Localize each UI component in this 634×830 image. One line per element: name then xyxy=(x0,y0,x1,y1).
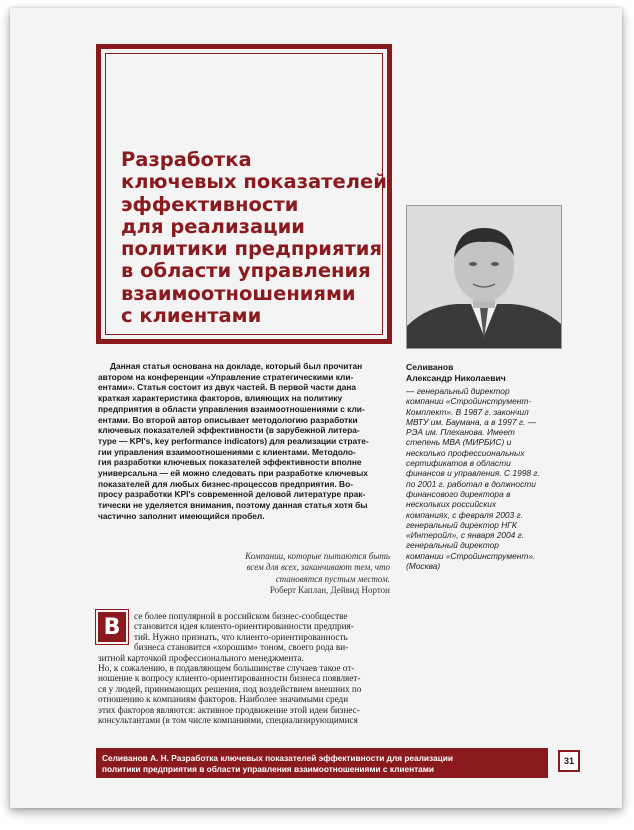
bio-line: — генеральный директор xyxy=(406,386,510,396)
bio-line: сертификатов в области xyxy=(406,458,511,469)
lead-line: гии управления взаимоотношениями с клиентами. Методоло- xyxy=(98,446,356,457)
page-number: 31 xyxy=(558,750,580,772)
title-line: в области управления xyxy=(121,259,371,283)
bio-line: Комплект». В 1987 г. закончил xyxy=(406,406,529,417)
bio-line: финансового директора в xyxy=(406,488,511,499)
body-line: ся у людей, принимающих решения, под воздействием внешних по xyxy=(98,683,362,694)
body-line: становится идея клиенто-ориентированности предприя- xyxy=(134,621,354,632)
lead-line: ентами». Статья состоит из двух частей. В первой части дана xyxy=(98,382,357,393)
title-line: политики предприятия xyxy=(121,237,382,261)
article-lead xyxy=(98,361,390,522)
epigraph-line: Компании, которые пытаются быть xyxy=(245,551,390,561)
bio-line: финансов и управления. С 1998 г. xyxy=(406,468,540,479)
body-line: зитной карточкой профессионального менеджмента. xyxy=(98,652,304,663)
article-title xyxy=(121,148,387,328)
title-frame xyxy=(96,44,392,344)
body-line: бизнеса становится «хорошим» тоном, своего рода ви- xyxy=(134,642,349,653)
epigraph-author: Роберт Каплан, Дейвид Нортон xyxy=(269,585,390,596)
title-line: для реализации xyxy=(121,214,305,238)
lead-line: частично заполнит имеющийся пробел. xyxy=(98,510,265,521)
bio-line: МВТУ им. Баумана, а в 1997 г. — xyxy=(406,416,536,427)
bio-line: генеральный директор НГК xyxy=(406,519,517,530)
lead-line: предприятия в области управления взаимоотношениями с кли- xyxy=(98,403,365,414)
epigraph-line: становятся пустым местом. xyxy=(275,573,390,584)
bio-line: «Интеройл», с января 2004 г. xyxy=(406,530,525,541)
footer-line: политики предприятия в области управления взаимоотношениями с клиентами xyxy=(102,763,434,774)
bio-line: генеральный директор xyxy=(406,540,499,551)
lead-line: просу разработки KPI's современной деловой литературе прак- xyxy=(98,489,366,500)
title-line: взаимоотношениями xyxy=(121,281,356,305)
lead-line: показателей для любых бизнес-процессов предприятия. Во- xyxy=(98,478,353,489)
bio-line: компании «Стройинструмент». xyxy=(406,550,536,561)
body-line: се более популярной в российском бизнес-сообществе xyxy=(134,611,348,621)
lead-line: тически не уделяется внимания, поэтому данная статья хотя бы xyxy=(98,500,368,511)
footer-line: Селиванов А. Н. Разработка ключевых показателей эффективности для реализации xyxy=(102,753,453,763)
bio-line: компаниях, с февраля 2003 г. xyxy=(406,509,523,520)
title-line: Разработка xyxy=(121,148,252,171)
lead-line: автором на конференции «Управление стратегическими кли- xyxy=(98,371,354,382)
magazine-page xyxy=(10,8,622,808)
lead-line: краткая характеристика факторов, влияющих на политику xyxy=(98,393,343,404)
title-line: эффективности xyxy=(121,192,299,216)
title-line: ключевых показателей xyxy=(121,170,387,194)
lead-line: Данная статья основана на докладе, который был прочитан xyxy=(110,361,363,371)
lead-line: ентами. Во второй автор описывает методологию разработки xyxy=(98,414,358,425)
bio-line: по 2001 г. работал в должности xyxy=(406,478,536,489)
author-bio xyxy=(406,386,566,571)
bio-line: компании «Стройинструмент- xyxy=(406,396,532,407)
bio-line: (Москва) xyxy=(406,561,441,572)
author-name xyxy=(406,362,566,383)
lead-line: ключевых показателей эффективности (в зарубежной литера- xyxy=(98,425,360,436)
body-line: отношению к компаниям факторов. Наиболее значимыми среди xyxy=(98,694,349,705)
body-line: Но, к сожалению, в подавляющем большинстве случаев такое от- xyxy=(98,663,355,674)
author-name-line: Селиванов xyxy=(406,362,454,372)
bio-line: несколько профессиональных xyxy=(406,447,525,458)
author-name-line: Александр Николаевич xyxy=(406,372,506,383)
bio-line: РЭА им. Плеханова. Имеет xyxy=(406,427,515,438)
drop-cap: В xyxy=(98,612,126,642)
author-portrait-icon xyxy=(407,206,561,348)
title-line: с клиентами xyxy=(121,304,262,328)
body-line: этих факторов являются: активное продвижение этой идеи бизнес- xyxy=(98,704,360,715)
bio-line: нескольких российских xyxy=(406,499,497,510)
body-line: ношение к вопросу клиенто-ориентированности бизнеса появляет- xyxy=(98,673,361,684)
article-body xyxy=(98,611,390,725)
body-line: тий. Нужно признать, что клиенто-ориентированность xyxy=(134,631,348,642)
bio-line: степень МВА (МИРБИС) и xyxy=(406,437,512,448)
lead-line: гия разработки ключевых показателей эффективности вполне xyxy=(98,457,362,468)
epigraph-line: всем для всех, заканчивают тем, что xyxy=(246,562,390,573)
epigraph xyxy=(190,551,390,597)
lead-line: туре — KPI's, key performance indicators) для реализации страте- xyxy=(98,435,369,446)
lead-line: универсальна — ей можно следовать при разработке ключевых xyxy=(98,468,368,479)
author-photo xyxy=(406,205,562,349)
running-footer xyxy=(96,748,548,778)
body-line: консультантами (в том числе компаниями, специализирующимися xyxy=(98,715,358,726)
